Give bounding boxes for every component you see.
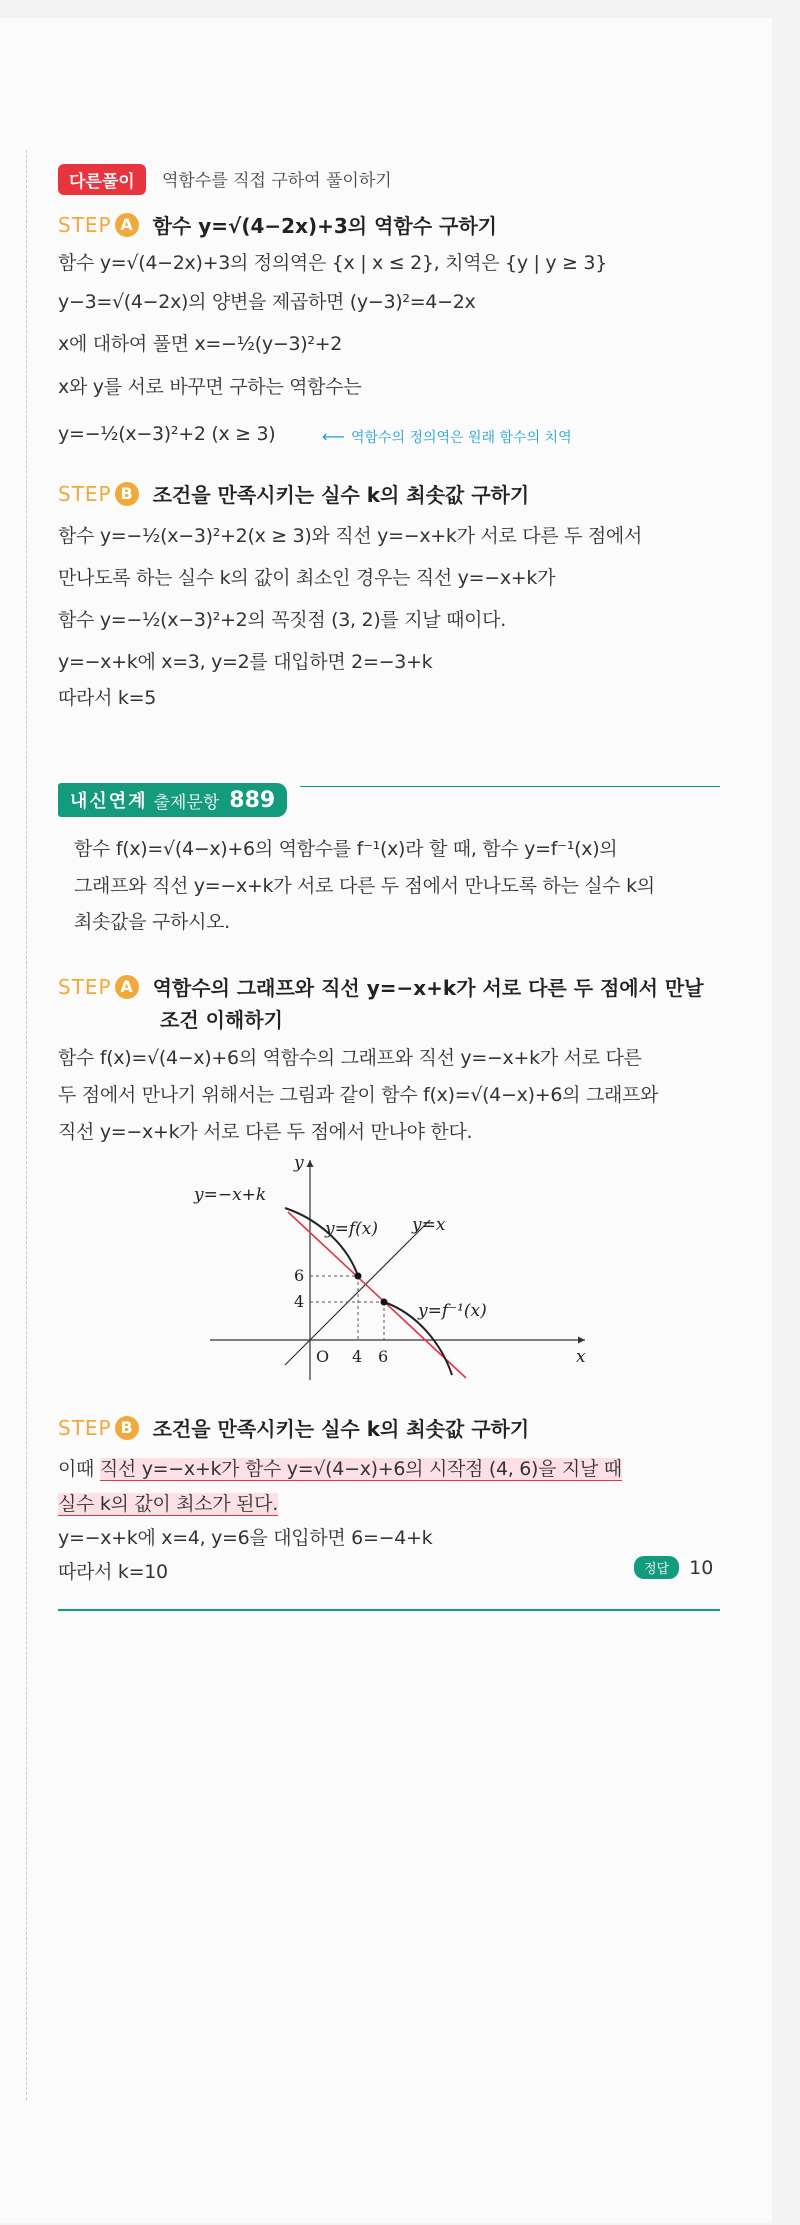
step-title: 조건을 만족시키는 실수 k의 최솟값 구하기	[152, 1417, 530, 1441]
solution-line	[58, 1490, 278, 1518]
step-b-heading-1	[58, 479, 529, 508]
solution-line: x와 y를 서로 바꾸면 구하는 역함수는	[58, 376, 362, 398]
solution-line: 따라서 k=10	[58, 1561, 168, 1583]
step-b-badge: B	[115, 482, 139, 506]
start-point-f	[355, 1273, 362, 1280]
arrow-left-icon: ⟵	[322, 427, 345, 446]
margin-note	[322, 427, 572, 447]
problem-line: 최솟값을 구하시오.	[74, 911, 230, 933]
label-line: y=−x+k	[194, 1185, 267, 1205]
answer	[634, 1556, 713, 1579]
answer-badge: 정답	[634, 1556, 679, 1579]
banner-label: 내신연계	[70, 791, 148, 812]
step-a-badge: A	[115, 213, 139, 237]
problem-line: 그래프와 직선 y=−x+k가 서로 다른 두 점에서 만나도록 하는 실수 k의	[74, 875, 655, 897]
label-xaxis: x	[576, 1347, 586, 1367]
solution-line: 함수 y=−½(x−3)²+2(x ≥ 3)와 직선 y=−x+k가 서로 다른 두 점에서	[58, 525, 643, 547]
label-origin: O	[316, 1347, 330, 1366]
tick-x-6: 6	[378, 1347, 389, 1366]
identity-line	[285, 1220, 430, 1365]
solution-line: y−3=√(4−2x)의 양변을 제곱하면 (y−3)²=4−2x	[58, 291, 476, 313]
step-b-badge: B	[115, 1416, 139, 1440]
tick-y-4: 4	[294, 1292, 305, 1311]
step-label: STEP	[58, 974, 112, 999]
step-a-heading-1	[58, 210, 497, 239]
solution-line: x에 대하여 풀면 x=−½(y−3)²+2	[58, 333, 343, 355]
step-label: STEP	[58, 481, 112, 506]
problem-line: 함수 f(x)=√(4−x)+6의 역함수를 f⁻¹(x)라 할 때, 함수 y=f⁻¹(x)의	[74, 838, 618, 860]
tick-x-4: 4	[352, 1347, 363, 1366]
section-end-rule	[58, 1609, 720, 1611]
highlighted-text: 실수 k의 값이 최소가 된다.	[58, 1493, 278, 1515]
highlighted-text: 직선 y=−x+k가 함수 y=√(4−x)+6의 시작점 (4, 6)을 지날 때	[99, 1458, 622, 1480]
label-finv: y=f⁻¹(x)	[418, 1301, 487, 1321]
linked-problem-banner	[58, 783, 287, 817]
tick-y-6: 6	[294, 1266, 305, 1285]
line-prefix: 이때	[58, 1458, 100, 1480]
step-a-badge: A	[115, 975, 139, 999]
answer-value: 10	[689, 1556, 714, 1579]
note-text: 역함수의 정의역은 원래 함수의 치역	[350, 430, 572, 446]
step-label: STEP	[58, 1415, 112, 1440]
alt-solution-tag: 다른풀이	[58, 164, 146, 195]
solution-line: 함수 y=√(4−2x)+3의 정의역은 {x | x ≤ 2}, 치역은 {y | y ≥ 3}	[58, 252, 607, 274]
label-f: y=f(x)	[325, 1219, 378, 1239]
step-title: 역함수의 그래프와 직선 y=−x+k가 서로 다른 두 점에서 만날	[152, 976, 704, 1000]
banner-sub: 출제문항	[153, 792, 220, 813]
solution-line: y=−x+k에 x=4, y=6을 대입하면 6=−4+k	[58, 1527, 433, 1549]
function-graph	[180, 1150, 600, 1390]
start-point-inverse	[381, 1299, 388, 1306]
label-yx: y=x	[412, 1215, 446, 1235]
solution-line: 만나도록 하는 실수 k의 값이 최소인 경우는 직선 y=−x+k가	[58, 567, 556, 589]
step-a-heading-2	[58, 972, 704, 1001]
step-title-cont: 조건 이해하기	[160, 1008, 283, 1032]
label-yaxis: y	[294, 1153, 304, 1173]
solution-line: y=−x+k에 x=3, y=2를 대입하면 2=−3+k	[58, 651, 433, 673]
banner-rule	[300, 786, 720, 787]
problem-number: 889	[229, 787, 276, 813]
solution-line: 함수 f(x)=√(4−x)+6의 역함수의 그래프와 직선 y=−x+k가 서로 다른	[58, 1047, 642, 1069]
alt-solution-heading: 역함수를 직접 구하여 풀이하기	[162, 171, 392, 191]
solution-line: y=−½(x−3)²+2 (x ≥ 3)	[58, 423, 276, 445]
solution-line: 직선 y=−x+k가 서로 다른 두 점에서 만나야 한다.	[58, 1121, 473, 1143]
solution-line: 두 점에서 만나기 위해서는 그림과 같이 함수 f(x)=√(4−x)+6의 그래프와	[58, 1084, 659, 1106]
step-title: 조건을 만족시키는 실수 k의 최솟값 구하기	[152, 483, 530, 507]
margin-rule	[26, 150, 27, 2100]
step-title: 함수 y=√(4−2x)+3의 역함수 구하기	[152, 214, 497, 238]
step-b-heading-2	[58, 1413, 529, 1442]
step-label: STEP	[58, 212, 112, 237]
solution-line: 함수 y=−½(x−3)²+2의 꼭짓점 (3, 2)를 지날 때이다.	[58, 609, 506, 631]
solution-line	[58, 1455, 622, 1483]
solution-line: 따라서 k=5	[58, 687, 157, 709]
